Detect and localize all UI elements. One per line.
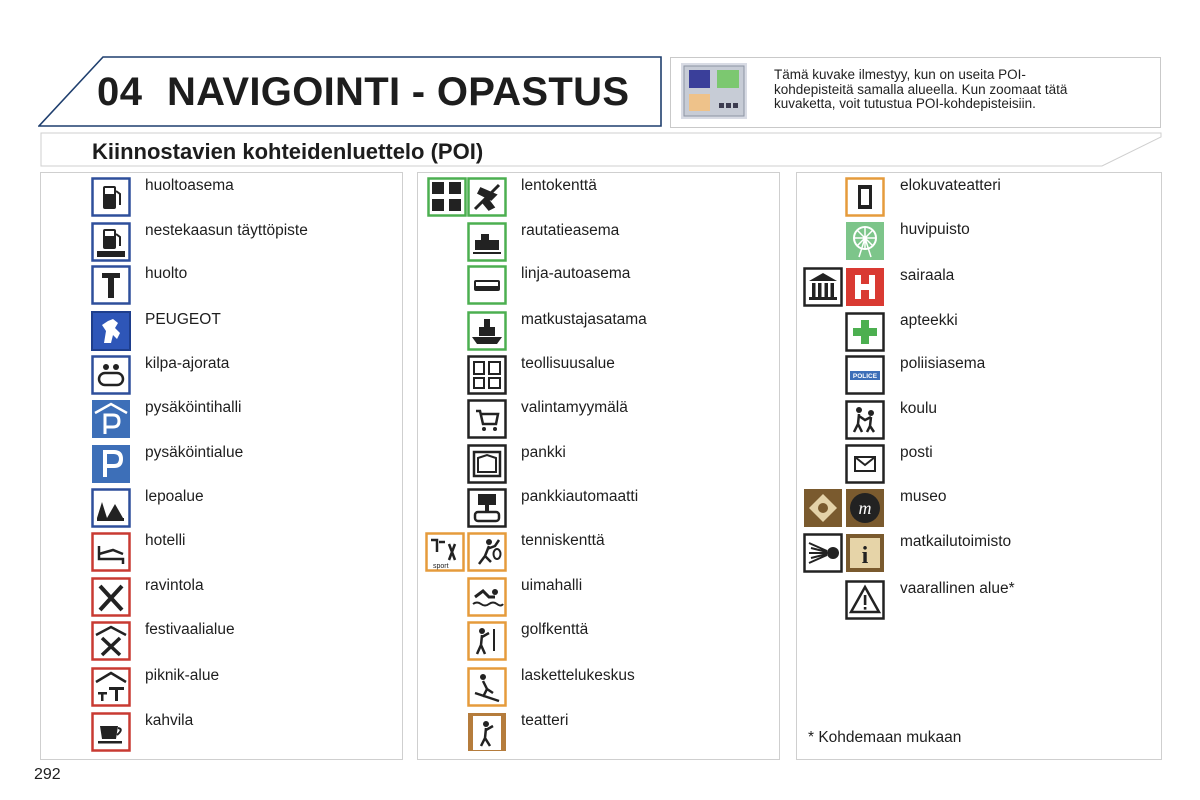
picnic-icon	[91, 667, 131, 707]
ferris-wheel-icon	[845, 221, 885, 261]
airplane-icon	[467, 177, 507, 217]
poi-label: matkailutoimisto	[900, 533, 1012, 550]
envelope-icon	[845, 444, 885, 484]
fuel-pump-icon	[91, 177, 131, 217]
warning-icon	[845, 580, 885, 620]
poi-cluster-icon	[681, 63, 747, 119]
poi-label: tenniskenttä	[521, 532, 605, 549]
atm-icon	[467, 488, 507, 528]
poi-label: uimahalli	[521, 577, 583, 594]
poi-label: apteekki	[900, 312, 958, 329]
info-line: kuvaketta, voit tutustua POI-kohdepisteisiin.	[774, 96, 1036, 111]
poi-label: hotelli	[145, 532, 186, 549]
info-letter-text: i	[861, 543, 869, 569]
ferry-icon	[467, 311, 507, 351]
bus-icon	[467, 265, 507, 305]
sport-cluster-icon	[425, 532, 465, 572]
poi-label: laskettelukeskus	[521, 667, 635, 684]
bed-icon	[91, 532, 131, 572]
train-icon	[467, 222, 507, 262]
sport-text: sport	[433, 563, 449, 570]
school-children-icon	[845, 400, 885, 440]
public-building-icon	[803, 267, 843, 307]
poi-label: kilpa-ajorata	[145, 355, 230, 372]
poi-label: pysäköintihalli	[145, 399, 242, 416]
section-title: Kiinnostavien kohteidenluettelo (POI)	[92, 139, 484, 164]
poi-label: huvipuisto	[900, 221, 970, 238]
poi-label: huoltoasema	[145, 177, 234, 194]
poi-label: lepoalue	[145, 488, 204, 505]
hospital-icon	[845, 267, 885, 307]
covered-parking-icon	[91, 399, 131, 439]
shopping-cart-icon	[467, 399, 507, 439]
peugeot-lion-icon	[91, 311, 131, 351]
poi-label: PEUGEOT	[145, 311, 221, 328]
tourist-info-icon	[845, 533, 885, 573]
chapter-number: 04	[97, 70, 143, 114]
heritage-site-icon	[803, 488, 843, 528]
theatre-icon	[467, 712, 507, 752]
parking-icon	[91, 444, 131, 484]
wrench-icon	[91, 265, 131, 305]
poi-label: pysäköintialue	[145, 444, 244, 461]
poi-label: lentokenttä	[521, 177, 597, 194]
viewpoint-icon	[803, 533, 843, 573]
museum-text: m	[858, 498, 872, 518]
poi-label: valintamyymälä	[521, 399, 628, 416]
poi-label: koulu	[900, 400, 938, 417]
tennis-icon	[467, 532, 507, 572]
footnote: * Kohdemaan mukaan	[808, 729, 962, 746]
poi-label: rautatieasema	[521, 222, 620, 239]
factory-icon	[467, 355, 507, 395]
poi-label: poliisiasema	[900, 355, 986, 372]
poi-label: sairaala	[900, 267, 955, 284]
poi-label: kahvila	[145, 712, 194, 729]
museum-icon	[845, 488, 885, 528]
info-text	[774, 68, 1154, 112]
rest-area-icon	[91, 488, 131, 528]
bank-icon	[467, 444, 507, 484]
poi-label: festivaalialue	[145, 621, 235, 638]
info-line: kohdepisteitä samalla alueella. Kun zoomaat tätä	[774, 81, 1068, 97]
poi-label: elokuvateatteri	[900, 177, 1001, 194]
poi-label: nestekaasun täyttöpiste	[145, 222, 308, 239]
poi-label: pankki	[521, 444, 566, 461]
lpg-pump-icon	[91, 222, 131, 262]
poi-label: matkustajasatama	[521, 311, 647, 328]
police-text: POLICE	[852, 373, 878, 380]
poi-label: pankkiautomaatti	[521, 488, 639, 505]
poi-label: golfkenttä	[521, 621, 589, 638]
transport-cluster-icon	[427, 177, 467, 217]
golfer-icon	[467, 621, 507, 661]
skier-icon	[467, 667, 507, 707]
poi-label: posti	[900, 444, 933, 461]
police-icon	[845, 355, 885, 395]
page-number: 292	[34, 766, 61, 783]
poi-label: huolto	[145, 265, 188, 282]
swimmer-icon	[467, 577, 507, 617]
poi-label: teollisuusalue	[521, 355, 615, 372]
info-line: Tämä kuvake ilmestyy, kun on useita POI-	[774, 67, 1026, 82]
fork-knife-icon	[91, 577, 131, 617]
coffee-cup-icon	[91, 712, 131, 752]
chapter-title: NAVIGOINTI - OPASTUS	[167, 70, 630, 114]
race-track-icon	[91, 355, 131, 395]
poi-label: ravintola	[145, 577, 204, 594]
pharmacy-cross-icon	[845, 312, 885, 352]
poi-label: museo	[900, 488, 947, 505]
poi-label: piknik-alue	[145, 667, 220, 684]
poi-label: linja-autoasema	[521, 265, 631, 282]
film-icon	[845, 177, 885, 217]
poi-label: vaarallinen alue*	[900, 580, 1015, 597]
festival-icon	[91, 621, 131, 661]
poi-label: teatteri	[521, 712, 569, 729]
